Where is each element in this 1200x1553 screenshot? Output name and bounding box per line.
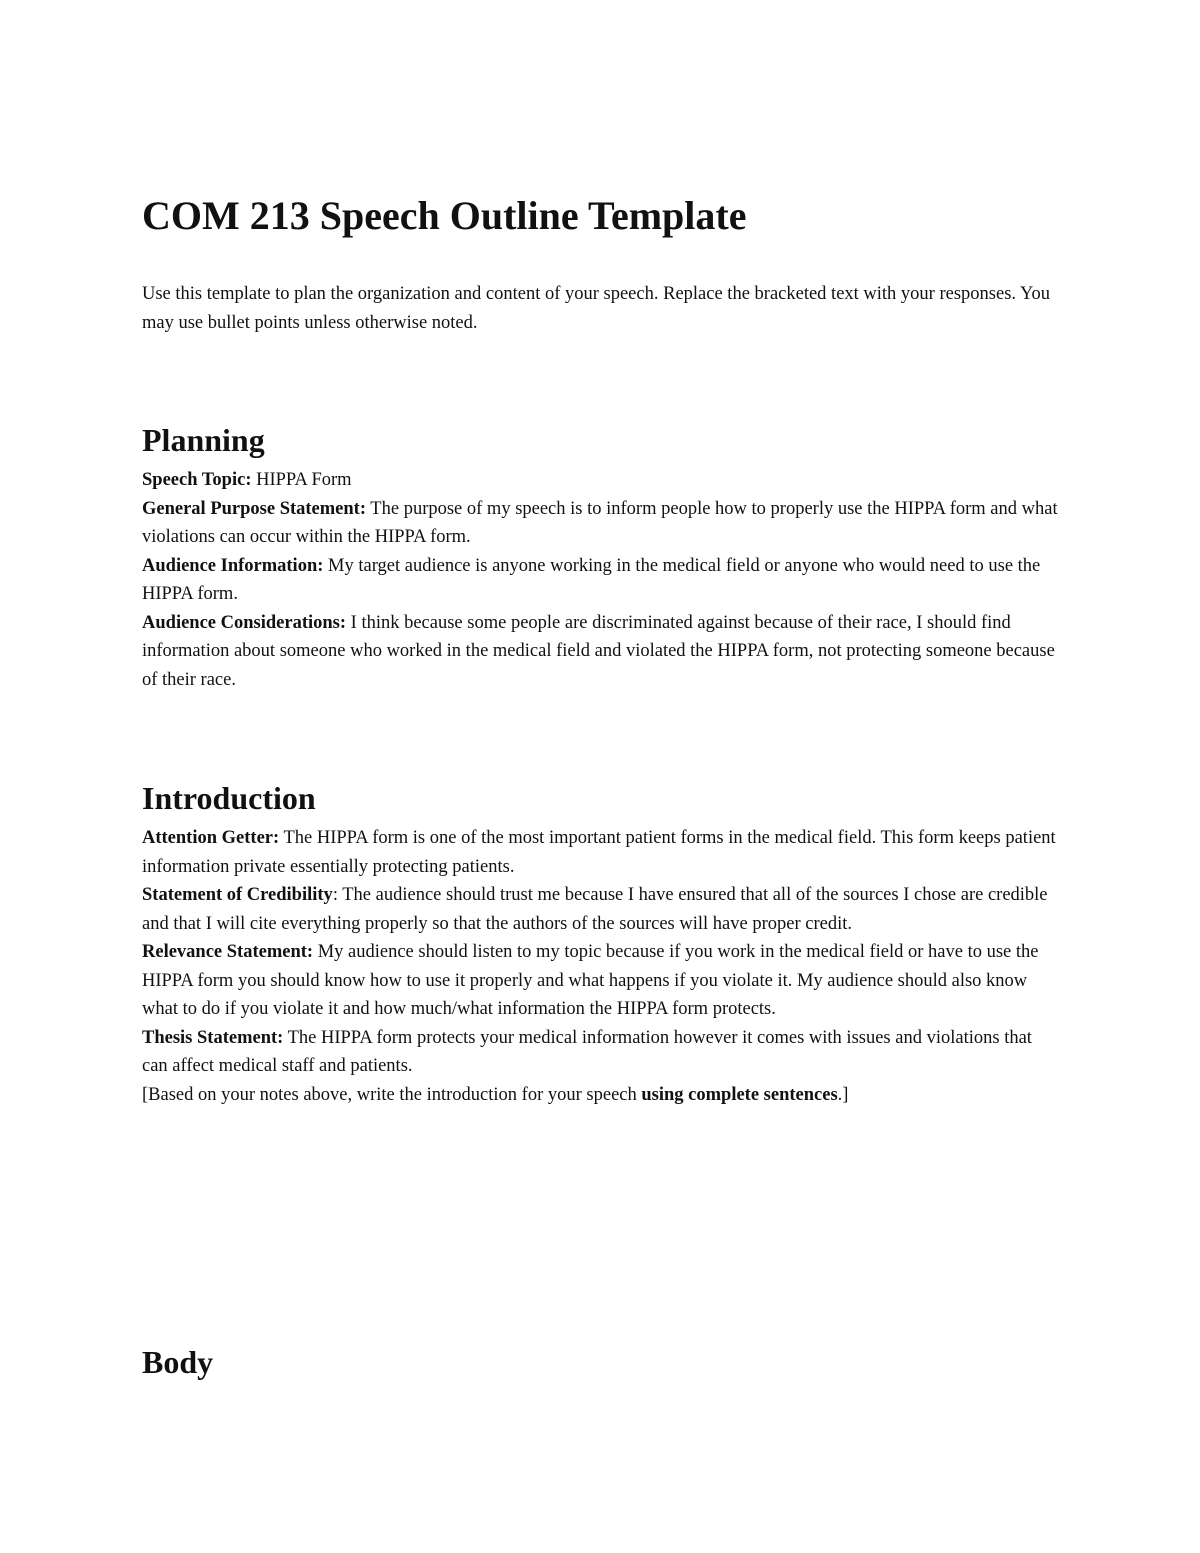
- thesis-value: The HIPPA form protects your medical information however it comes with issues and violations that can affect medical staff and patients.: [142, 1027, 1032, 1076]
- relevance-label: Relevance Statement:: [142, 942, 314, 962]
- attention-getter-label: Attention Getter:: [142, 828, 280, 848]
- planning-heading: Planning: [142, 422, 265, 458]
- audience-information-value: My target audience is anyone working in the medical field or anyone who would need to use the HIPPA form.: [142, 555, 1041, 604]
- speech-topic-label: Speech Topic:: [142, 470, 252, 490]
- general-purpose-value: The purpose of my speech is to inform people how to properly use the HIPPA form and what violations can occur within the HIPPA form.: [142, 498, 1058, 547]
- planning-section: [142, 466, 1062, 694]
- instruction-emphasis: using complete sentences: [641, 1084, 838, 1105]
- credibility-label: Statement of Credibility: [142, 885, 333, 905]
- general-purpose-field: [142, 495, 1062, 552]
- audience-considerations-label: Audience Considerations:: [142, 612, 347, 633]
- introduction-section: [142, 824, 1062, 1109]
- body-heading: Body: [142, 1344, 214, 1380]
- document-title: COM 213 Speech Outline Template: [142, 193, 747, 238]
- credibility-field: [142, 881, 1062, 938]
- relevance-value: My audience should listen to my topic because if you work in the medical field or have to use the HIPPA form you should know how to use it properly and what happens if you violate it. My audience should also know what to do if you violate it and how much/what information the HIPPA form protects.: [142, 942, 1039, 1019]
- thesis-label: Thesis Statement:: [142, 1027, 284, 1048]
- speech-topic-value: HIPPA Form: [251, 470, 352, 490]
- introduction-heading: Introduction: [142, 780, 316, 816]
- audience-information-label: Audience Information:: [142, 555, 324, 576]
- attention-getter-value: The HIPPA form is one of the most important patient forms in the medical field. This form keeps patient information private essentially protecting patients.: [142, 828, 1056, 877]
- audience-considerations-field: [142, 609, 1062, 695]
- relevance-field: [142, 938, 1062, 1024]
- speech-topic-field: [142, 466, 1062, 495]
- instruction-suffix: .]: [837, 1084, 849, 1105]
- introduction-instruction: [142, 1081, 1062, 1110]
- template-instructions: Use this template to plan the organization and content of your speech. Replace the bracketed text with your responses. You may use bullet points unless otherwise noted.: [142, 284, 1050, 333]
- attention-getter-field: [142, 824, 1062, 881]
- thesis-field: [142, 1024, 1062, 1081]
- instruction-prefix: [Based on your notes above, write the introduction for your speech: [142, 1084, 642, 1105]
- credibility-value: : The audience should trust me because I have ensured that all of the sources I chose are credible and that I will cite everything properly so that the authors of the sources will have proper credit.: [142, 885, 1048, 934]
- general-purpose-label: General Purpose Statement:: [142, 498, 367, 519]
- audience-information-field: [142, 552, 1062, 609]
- audience-considerations-value: I think because some people are discriminated against because of their race, I should find information about someone who worked in the medical field and violated the HIPPA form, not protecting someone because of their race.: [142, 612, 1055, 690]
